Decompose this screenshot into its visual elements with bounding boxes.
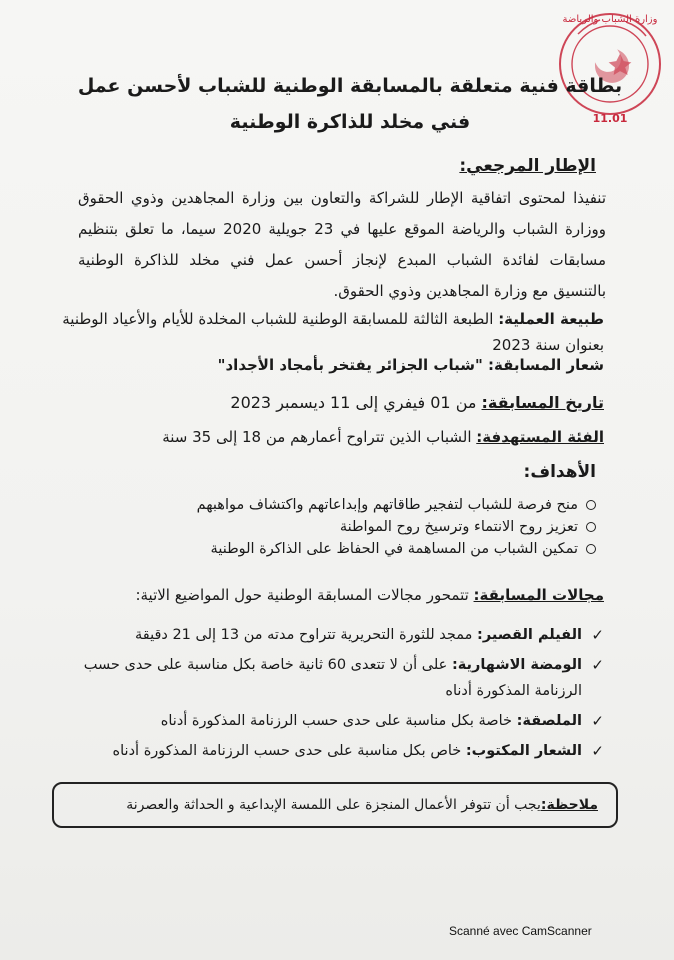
slogan-row <box>60 352 604 378</box>
note-label: ملاحظة: <box>540 797 598 813</box>
checkmark-icon: ✓ <box>591 712 604 730</box>
circle-bullet-icon <box>586 544 596 554</box>
reference-heading: الإطار المرجعي: <box>459 156 596 176</box>
field-text: خاص بكل مناسبة على حدى حسب الرزنامة المذكورة أدناه <box>112 743 466 759</box>
date-label: تاريخ المسابقة: <box>481 393 604 412</box>
checkmark-icon: ✓ <box>591 742 604 760</box>
reference-body: تنفيذا لمحتوى اتفاقية الإطار للشراكة والتعاون بين وزارة المجاهدين وذوي الحقوق ووزارة الشباب والرياضة الموقع عليها في 23 جويلية 2020 سيما، ما تعلق بتنظيم مسابقات لفائدة الشباب المبدع لإنجاز أحسن عمل فني مخلد للذاكرة الوطنية بالتنسيق مع وزارة المجاهدين وذوي الحقوق. <box>78 189 606 300</box>
slogan-label: شعار المسابقة: <box>488 356 604 374</box>
field-text: ممجد للثورة التحريرية تتراوح مدته من 13 إلى 21 دقيقة <box>134 627 478 643</box>
list-item <box>76 538 596 560</box>
list-item <box>76 494 596 516</box>
field-text: على أن لا تتعدى 60 ثانية خاصة بكل مناسبة على حدى حسب الرزنامة المذكورة أدناه <box>83 657 582 699</box>
fields-list <box>44 622 604 768</box>
field-label: الشعار المكتوب: <box>465 743 582 759</box>
nature-row <box>60 306 604 358</box>
stamp-date: 11.01 <box>592 112 628 125</box>
circle-bullet-icon <box>586 522 596 532</box>
field-label: الفيلم القصير: <box>477 627 582 643</box>
slogan-value: "شباب الجزائر يفتخر بأمجاد الأجداد" <box>217 356 489 374</box>
field-label: الومضة الاشهارية: <box>451 657 582 673</box>
audience-row <box>60 424 604 450</box>
date-row <box>60 390 604 416</box>
list-item <box>44 622 604 648</box>
list-item <box>44 708 604 734</box>
camscanner-watermark: Scanné avec CamScanner <box>449 924 592 938</box>
nature-value: الطبعة الثالثة للمسابقة الوطنية للشباب المخلدة للأيام والأعياد الوطنية بعنوان سنة 2023 <box>62 310 604 354</box>
nature-label: طبيعة العملية: <box>498 310 604 328</box>
note-text: يجب أن تتوفر الأعمال المنجزة على اللمسة الإبداعية و الحداثة والعصرنة <box>126 797 541 813</box>
fields-intro: تتمحور مجالات المسابقة الوطنية حول المواضيع الاتية: <box>135 586 474 604</box>
list-item <box>76 516 596 538</box>
field-text: خاصة بكل مناسبة على حدى حسب الرزنامة المذكورة أدناه <box>160 713 517 729</box>
circle-bullet-icon <box>586 500 596 510</box>
checkmark-icon: ✓ <box>591 626 604 644</box>
date-value: من 01 فيفري إلى 11 ديسمبر 2023 <box>230 393 482 412</box>
field-label: الملصقة: <box>516 713 582 729</box>
goals-heading: الأهداف: <box>523 462 596 482</box>
list-item <box>44 738 604 764</box>
document-title: بطاقة فنية متعلقة بالمسابقة الوطنية للشباب لأحسن عمل فني مخلد للذاكرة الوطنية <box>77 75 623 133</box>
fields-row <box>60 582 604 608</box>
audience-label: الفئة المستهدفة: <box>476 428 604 446</box>
goal-text: تعزيز روح الانتماء وترسيخ روح المواطنة <box>339 519 578 535</box>
goals-list <box>76 494 596 560</box>
list-item <box>44 652 604 704</box>
goal-text: تمكين الشباب من المساهمة في الحفاظ على الذاكرة الوطنية <box>210 541 578 557</box>
goal-text: منح فرصة للشباب لتفجير طاقاتهم وإبداعاتهم واكتشاف مواهبهم <box>196 497 578 513</box>
audience-value: الشباب الذين تتراوح أعمارهم من 18 إلى 35 سنة <box>162 428 477 446</box>
checkmark-icon: ✓ <box>591 656 604 674</box>
note-box <box>52 782 618 828</box>
stamp-text: وزارة الشباب والرياضة <box>562 14 658 25</box>
fields-label: مجالات المسابقة: <box>473 586 604 604</box>
